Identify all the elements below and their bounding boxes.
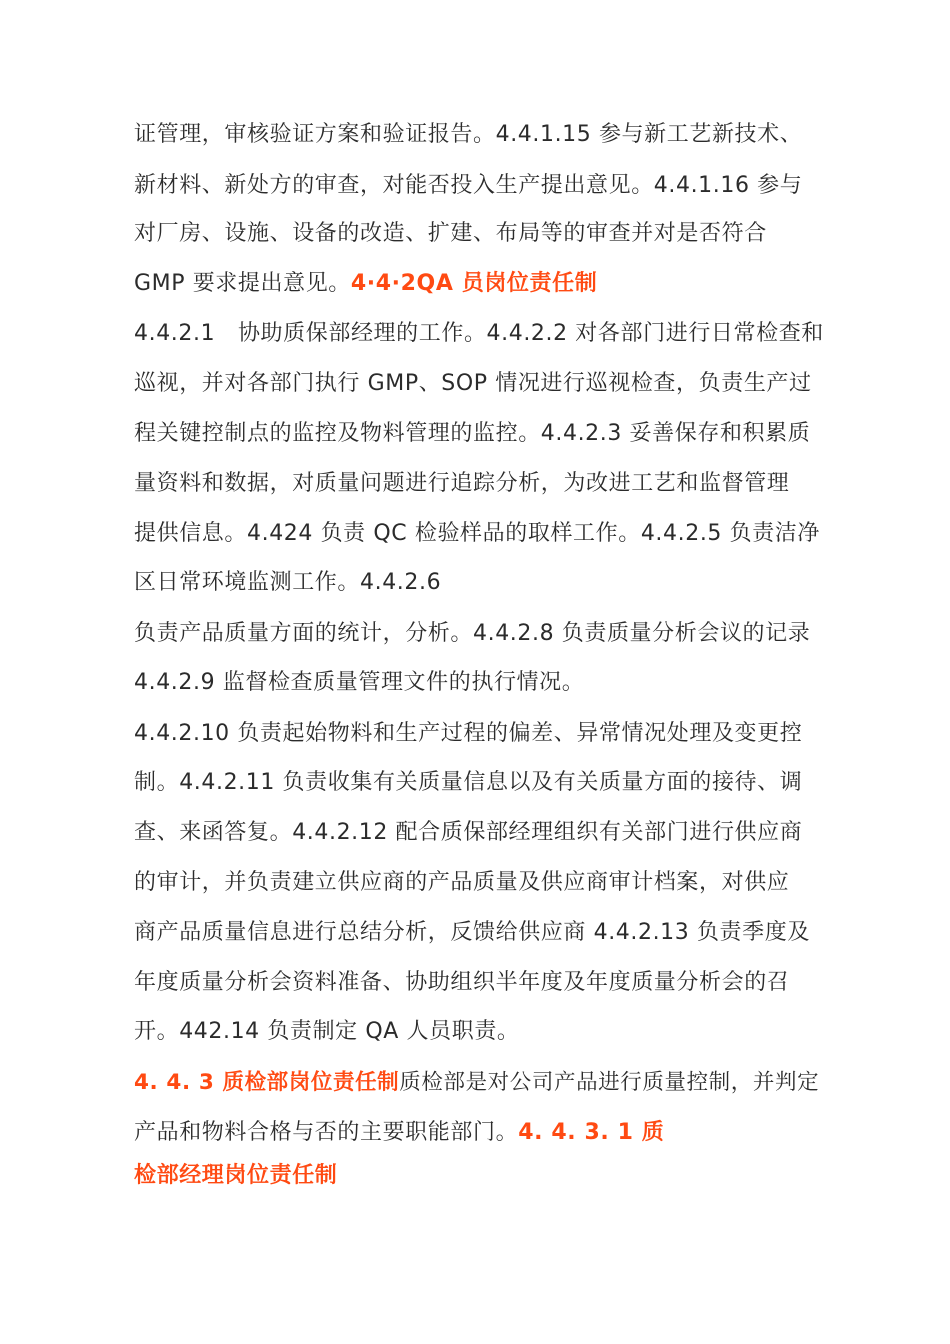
section-heading-4-4-3-1-cont: 检部经理岗位责任制 [134,1163,338,1188]
text-line [134,469,834,499]
text-line [134,219,834,249]
text-segment: 产品和物料合格与否的主要职能部门。 [134,1120,519,1145]
text-segment: 的审计，并负责建立供应商的产品质量及供应商审计档案，对供应 [134,870,790,895]
text-line [134,668,834,698]
text-segment: 商产品质量信息进行总结分析，反馈给供应商 4.4.2.13 负责季度及 [134,920,810,945]
text-segment: 查、来函答复。4.4.2.12 配合质保部经理组织有关部门进行供应商 [134,820,803,845]
text-segment: 对厂房、设施、设备的改造、扩建、布局等的审查并对是否符合 [134,221,767,246]
text-line [134,1161,834,1191]
text-line [134,519,834,549]
text-segment: 质检部是对公司产品进行质量控制，并判定 [399,1070,820,1095]
text-segment: 年度质量分析会资料准备、协助组织半年度及年度质量分析会的召 [134,970,790,995]
text-segment: GMP 要求提出意见。 [134,271,351,296]
text-segment: 证管理，审核验证方案和验证报告。4.4.1.15 参与新工艺新技术、 [134,122,803,147]
text-line [134,1017,834,1047]
section-heading-4-4-3-1: 4. 4. 3. 1 质 [518,1120,665,1145]
text-segment: 制。4.4.2.11 负责收集有关质量信息以及有关质量方面的接待、调 [134,770,803,795]
text-segment: 新材料、新处方的审查，对能否投入生产提出意见。4.4.1.16 参与 [134,173,803,198]
text-line [134,719,834,749]
text-segment: 区日常环境监测工作。4.4.2.6 [134,570,442,595]
text-line [134,968,834,998]
section-heading-4-4-3: 4. 4. 3 质检部岗位责任制 [134,1070,400,1095]
text-line [134,918,834,948]
text-line [134,269,834,299]
text-line [134,818,834,848]
text-line [134,568,834,598]
text-segment: 4.4.2.9 监督检查质量管理文件的执行情况。 [134,670,585,695]
text-segment: 4.4.2.1 协助质保部经理的工作。4.4.2.2 对各部门进行日常检查和 [134,321,824,346]
text-line [134,120,834,150]
text-segment: 巡视，并对各部门执行 GMP、SOP 情况进行巡视检查，负责生产过 [134,371,812,396]
text-line [134,369,834,399]
text-line [134,319,834,349]
text-segment: 程关键控制点的监控及物料管理的监控。4.4.2.3 妥善保存和积累质 [134,421,811,446]
text-line [134,768,834,798]
text-line [134,619,834,649]
text-segment: 负责产品质量方面的统计，分析。4.4.2.8 负责质量分析会议的记录 [134,621,811,646]
text-line [134,1068,834,1098]
text-segment: 量资料和数据，对质量问题进行追踪分析，为改进工艺和监督管理 [134,471,790,496]
text-segment: 4.4.2.10 负责起始物料和生产过程的偏差、异常情况处理及变更控 [134,721,803,746]
text-line [134,1118,834,1148]
text-segment: 开。442.14 负责制定 QA 人员职责。 [134,1019,520,1044]
text-line [134,868,834,898]
text-line [134,419,834,449]
section-heading-4-4-2: 4·4·2QA 员岗位责任制 [350,271,598,296]
text-line [134,171,834,201]
text-segment: 提供信息。4.424 负责 QC 检验样品的取样工作。4.4.2.5 负责洁净 [134,521,821,546]
